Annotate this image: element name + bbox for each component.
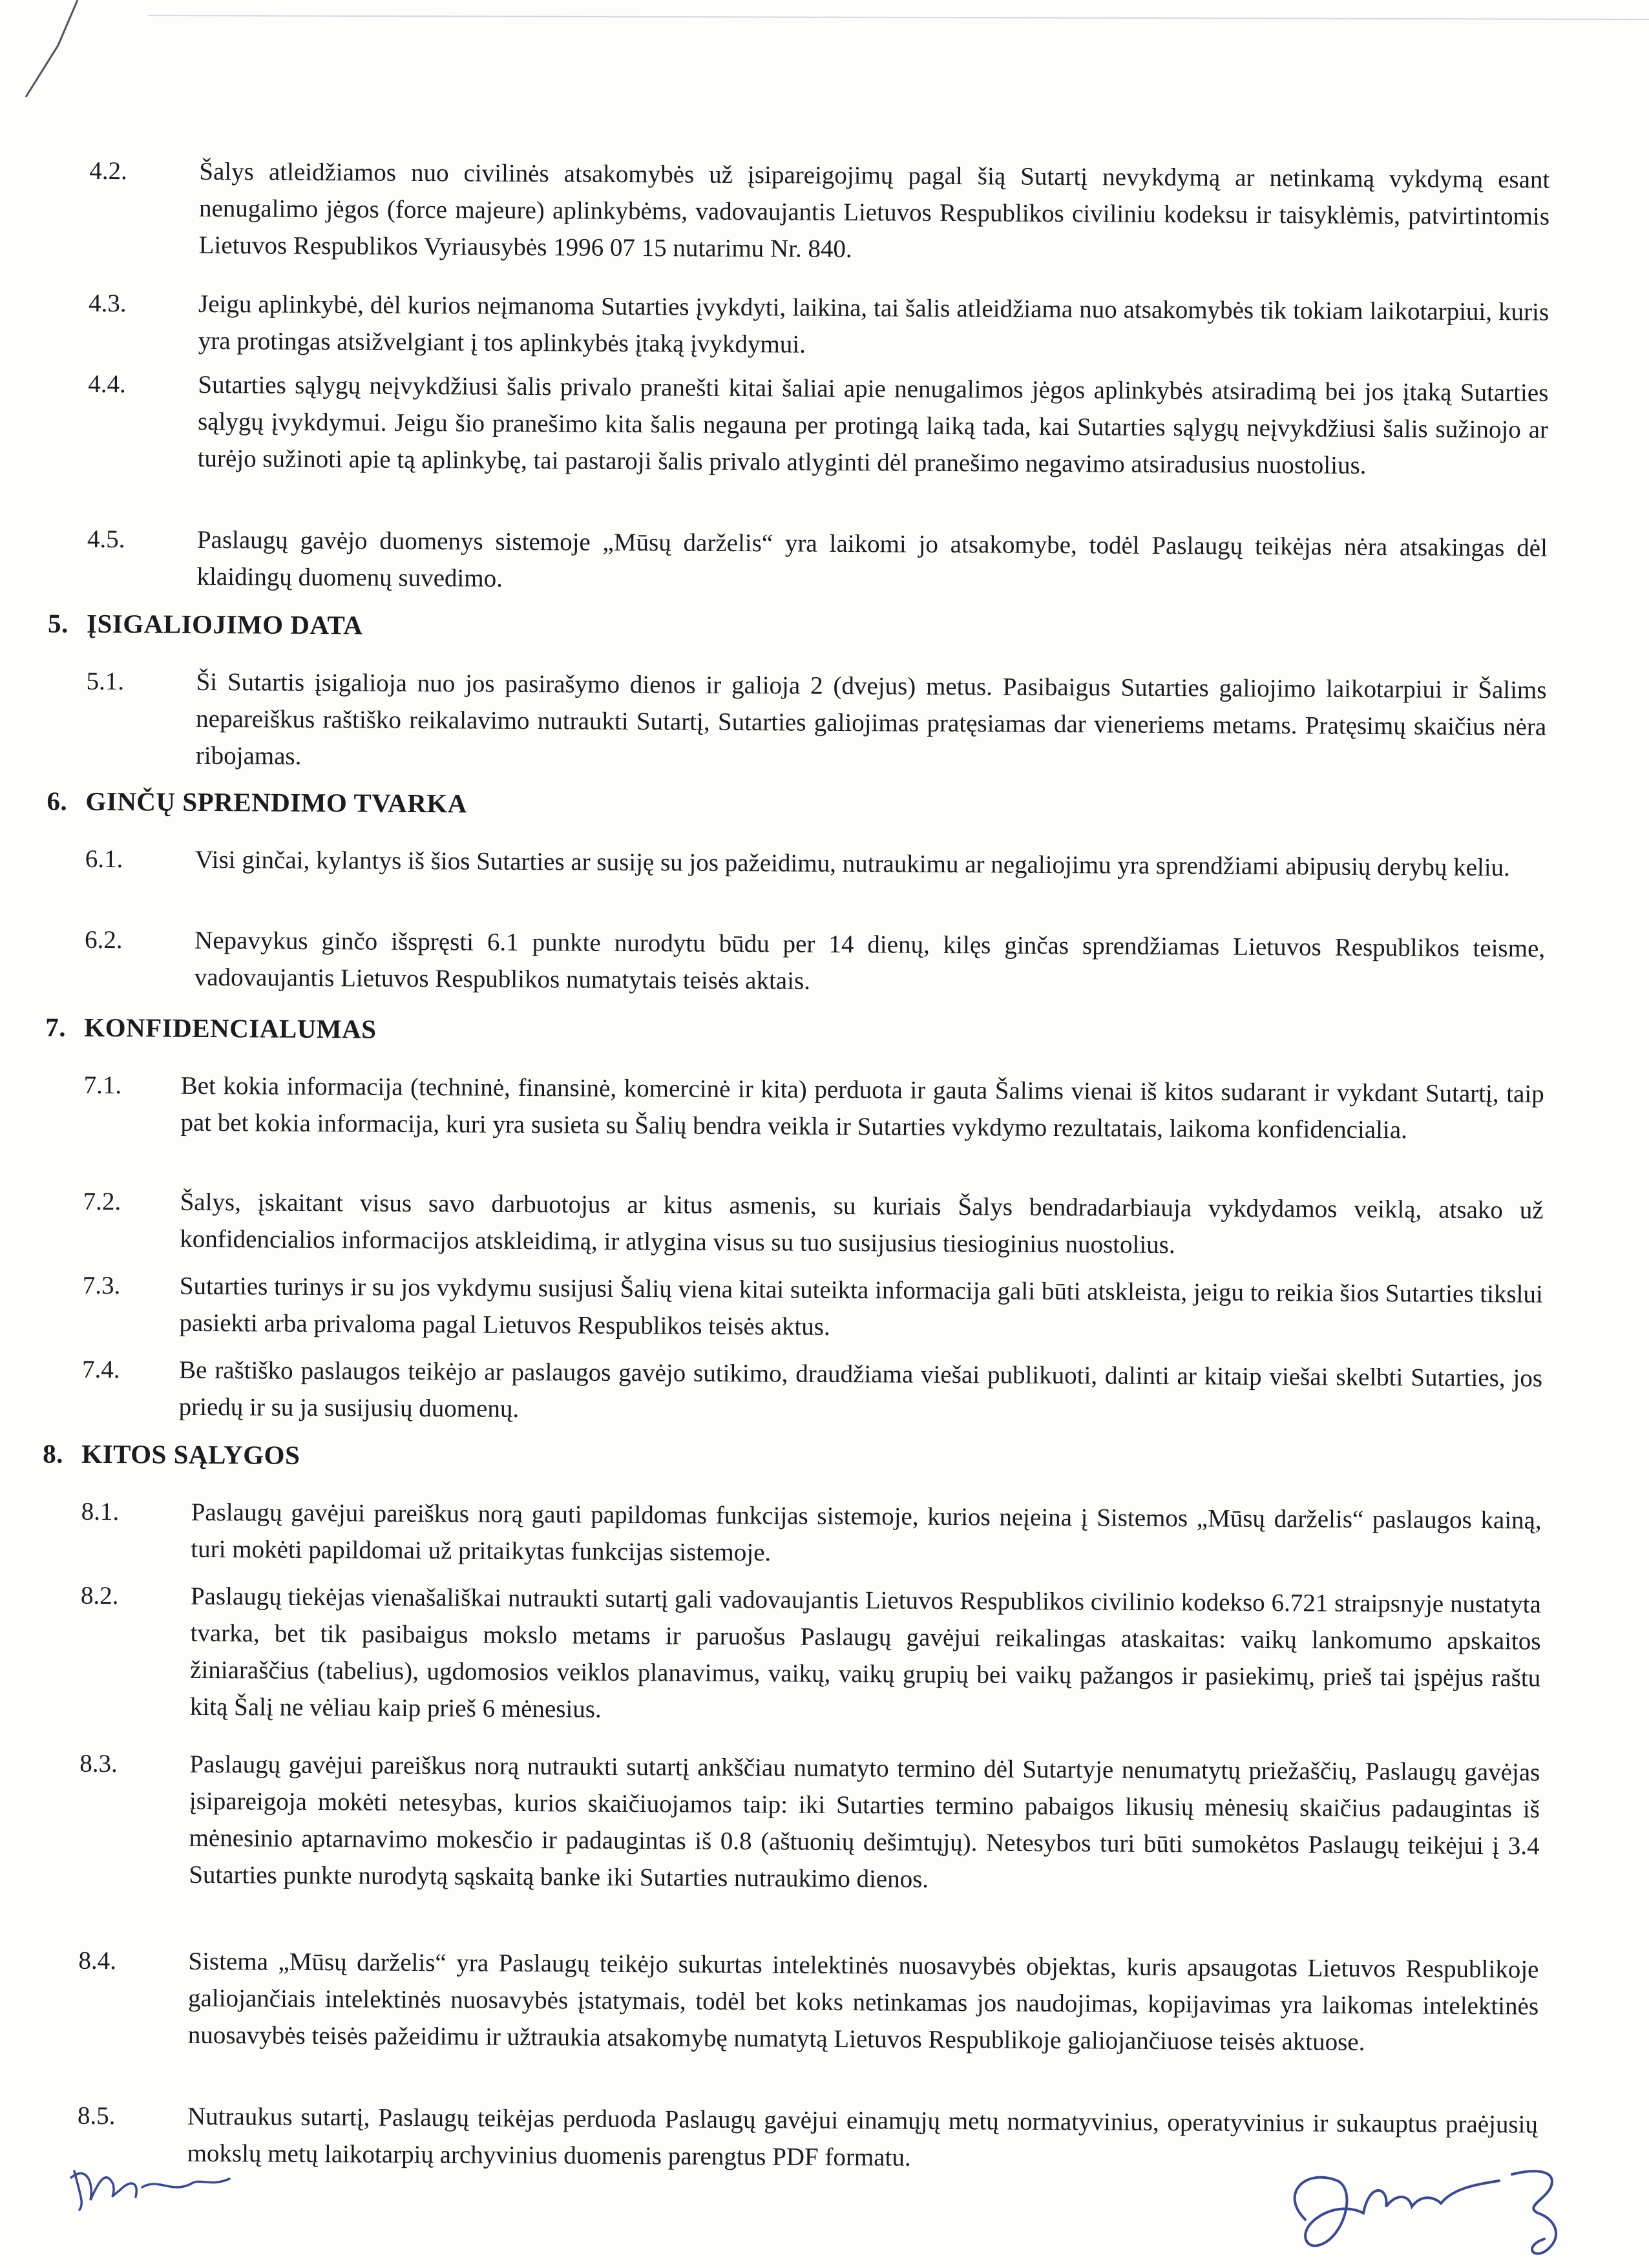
section-title: KONFIDENCIALUMAS xyxy=(84,1012,377,1044)
clause-text: Nutraukus sutartį, Paslaugų teikėjas perduoda Paslaugų gavėjui einamųjų metų normatyvinius, operatyvinius ir sukauptus praėjusių mokslų metų laikotarpių archyvinius duomenis parengtus PDF formatu. xyxy=(187,2102,1539,2172)
clause-text: Jeigu aplinkybė, dėl kurios neįmanoma Sutarties įvykdyti, laikina, tai šalis atleidžiama nuo atsakomybės tik tokiam laikotarpiui, kuris yra protingas atsižvelgiant į tos aplinkybės įtaką įvykdymui. xyxy=(198,289,1549,359)
clause-7-3 xyxy=(82,1267,1543,1350)
clause-6-1 xyxy=(85,841,1546,887)
clause-number: 6.2. xyxy=(84,925,123,954)
section-title: KITOS SĄLYGOS xyxy=(81,1438,300,1470)
section-heading-6 xyxy=(47,785,467,819)
clause-text: Paslaugų gavėjui pareiškus norą nutraukti sutartį ankščiau numatyto termino dėl Sutartyje nenumatytų priežaščių, Paslaugų gavėjas įsipareigoja mokėti netesybas, kurios skaičiuojamos taip: iki Sutarties termino pabaigos likusių mėnesių skaičius padaugintas iš mėnesinio aptarnavimo mokesčio ir padaugintas iš 0.8 (aštuonių dešimtųjų). Netesybos turi būti sumokėtos Paslaugų teikėjui į 3.4 Sutarties punkte nurodytą sąskaitą banke iki Sutarties nutraukimo dienos. xyxy=(189,1750,1540,1893)
clause-text: Be raštiško paslaugos teikėjo ar paslaugos gavėjo sutikimo, draudžiama viešai publikuoti, dalinti ar kitaip viešai skelbti Sutarties, jos priedų ir su ja susijusių duomenų. xyxy=(178,1356,1543,1423)
section-heading-8 xyxy=(43,1438,300,1470)
scan-artifact-line xyxy=(0,0,1649,129)
clause-text: Nepavykus ginčo išspręsti 6.1 punkte nurodytu būdu per 14 dienų, kilęs ginčas sprendžiamas Lietuvos Respublikos teisme, vadovaujantis Lietuvos Respublikos numatytais teisės aktais. xyxy=(194,926,1546,995)
section-number: 7. xyxy=(45,1012,67,1042)
clause-number: 7.3. xyxy=(82,1271,121,1300)
clause-text: Bet kokia informacija (techninė, finansinė, komercinė ir kita) perduota ir gauta Šalims vienai iš kitos sudarant ir vykdant Sutartį, taip pat bet kokia informacija, kuri yra susieta su Šalių bendra veikla ir Sutarties vykdymo rezultatais, laikoma konfidencialia. xyxy=(180,1071,1544,1144)
section-heading-7 xyxy=(45,1011,376,1044)
clause-number: 5.1. xyxy=(86,667,125,696)
clause-number: 6.1. xyxy=(85,845,123,874)
clause-number: 4.4. xyxy=(88,370,127,399)
section-heading-5 xyxy=(48,607,363,640)
clause-number: 4.2. xyxy=(89,156,128,185)
clause-7-1 xyxy=(83,1067,1544,1150)
clause-number: 8.4. xyxy=(78,1946,117,1975)
section-number: 5. xyxy=(47,608,68,638)
clause-8-2 xyxy=(80,1577,1541,1734)
clause-text: Paslaugų gavėjui pareiškus norą gauti papildomas funkcijas sistemoje, kurios neįeina į Sistemos „Mūsų darželis“ paslaugos kainą, turi mokėti papildomai už pritaikytas funkcijas sistemoje. xyxy=(191,1498,1542,1567)
clause-text: Šalys, įskaitant visus savo darbuotojus ar kitus asmenis, su kuriais Šalys bendradarbiauja vykdydamos veiklą, atsako už konfidencialios informacijos atskleidimą, ir atlygina visus su tuo susijusius tiesioginius nuostolius. xyxy=(180,1188,1544,1259)
clause-7-2 xyxy=(83,1183,1544,1266)
clause-number: 7.2. xyxy=(83,1187,121,1216)
signature-right xyxy=(1266,2142,1628,2265)
section-number: 6. xyxy=(47,786,68,816)
clause-4-5 xyxy=(87,521,1548,604)
section-number: 8. xyxy=(43,1438,64,1469)
clause-number: 7.4. xyxy=(81,1355,120,1384)
clause-8-1 xyxy=(81,1493,1542,1576)
clause-number: 8.3. xyxy=(79,1749,118,1778)
section-title: GINČŲ SPRENDIMO TVARKA xyxy=(85,786,467,819)
clause-4-3 xyxy=(89,285,1549,368)
clause-number: 4.3. xyxy=(89,289,127,318)
clause-text: Paslaugų tiekėjas vienašališkai nutraukti sutartį gali vadovaujantis Lietuvos Respublikos civilinio kodekso 6.721 straipsnyje nustatyta tvarka, bet tik pasibaigus mokslo metams ir paruošus Paslaugų gavėjui reikalingas ataskaitas: vaikų lankomumo apskaitos žiniaraščius (tabelius), ugdomosios veiklos planavimus, vaikų, vaikų grupių bei vaikų pažangos ir pasiekimų, prieš tai įspėjus raštu kitą Šalį ne vėliau kaip prieš 6 mėnesius. xyxy=(189,1582,1542,1723)
clause-number: 4.5. xyxy=(87,525,125,554)
clause-number: 8.2. xyxy=(80,1581,119,1610)
clause-text: Ši Sutartis įsigalioja nuo jos pasirašymo dienos ir galioja 2 (dvejus) metus. Pasibaigus Sutarties galiojimo laikotarpiui ir Šalims nepareiškus raštiško reikalavimo nutraukti Sutartį, Sutarties galiojimas pratęsiamas dar vieneriems metams. Pratęsimų skaičius nėra ribojamas. xyxy=(195,667,1547,770)
clause-4-4 xyxy=(88,366,1549,485)
clause-text: Šalys atleidžiamos nuo civilinės atsakomybės už įsipareigojimų pagal šią Sutartį nevykdymą ar netinkamą vykdymą esant nenugalimo jėgos (force majeure) aplinkybėms, vadovaujantis Lietuvos Respublikos civiliniu kodeksu ir taisyklėmis, patvirtintomis Lietuvos Respublikos Vyriausybės 1996 07 15 nutarimu Nr. 840. xyxy=(198,157,1550,264)
clause-number: 8.5. xyxy=(77,2101,116,2130)
clause-text: Sutarties turinys ir su jos vykdymu susijusi Šalių viena kitai suteikta informacija gali būti atskleista, jeigu to reikia šios Sutarties tikslui pasiekti arba privaloma pagal Lietuvos Respublikos teisės aktus. xyxy=(179,1272,1543,1341)
clause-text: Sistema „Mūsų darželis“ yra Paslaugų teikėjo sukurtas intelektinės nuosavybės objektas, kuris apsaugotas Lietuvos Respublikoje galiojančiais intelektinės nuosavybės įstatymais, todėl bet koks netinkamas jos naudojimas, kopijavimas yra laikomas intelektinės nuosavybės teisės pažeidimu ir užtraukia atsakomybę numatytą Lietuvos Respublikoje galiojančiuose teisės aktuose. xyxy=(187,1947,1539,2056)
clause-6-2 xyxy=(85,921,1546,1004)
initials-signature-left xyxy=(61,2139,255,2216)
clause-number: 8.1. xyxy=(81,1497,120,1526)
clause-text: Paslaugų gavėjo duomenys sistemoje „Mūsų darželis“ yra laikomi jo atsakomybe, todėl Paslaugų teikėjas nėra atsakingas dėl klaidingų duomenų suvedimo. xyxy=(196,525,1548,593)
clause-7-4 xyxy=(82,1351,1543,1434)
clause-8-3 xyxy=(79,1745,1540,1902)
clause-text: Visi ginčai, kylantys iš šios Sutarties ar susiję su jos pažeidimu, nutraukimu ar negaliojimu yra sprendžiami abipusių derybų keliu. xyxy=(194,845,1511,882)
section-title: ĮSIGALIOJIMO DATA xyxy=(86,608,363,640)
clause-number: 7.1. xyxy=(83,1071,122,1100)
clause-4-2 xyxy=(89,152,1550,272)
clause-text: Sutarties sąlygų neįvykdžiusi šalis privalo pranešti kitai šaliai apie nenugalimos jėgos aplinkybės atsiradimą bei jos įtaką Sutarties sąlygų įvykdymui. Jeigu šio pranešimo kita šalis negauna per protingą laiką tada, kai Sutarties sąlygų neįvykdžiusi šalis sužinojo ar turėjo sužinoti apie tą aplinkybę, tai pastaroji šalis privalo atlyginti dėl pranešimo negavimo atsiradusius nuostolius. xyxy=(197,370,1549,479)
clause-5-1 xyxy=(86,663,1547,782)
clause-8-4 xyxy=(78,1942,1539,2062)
